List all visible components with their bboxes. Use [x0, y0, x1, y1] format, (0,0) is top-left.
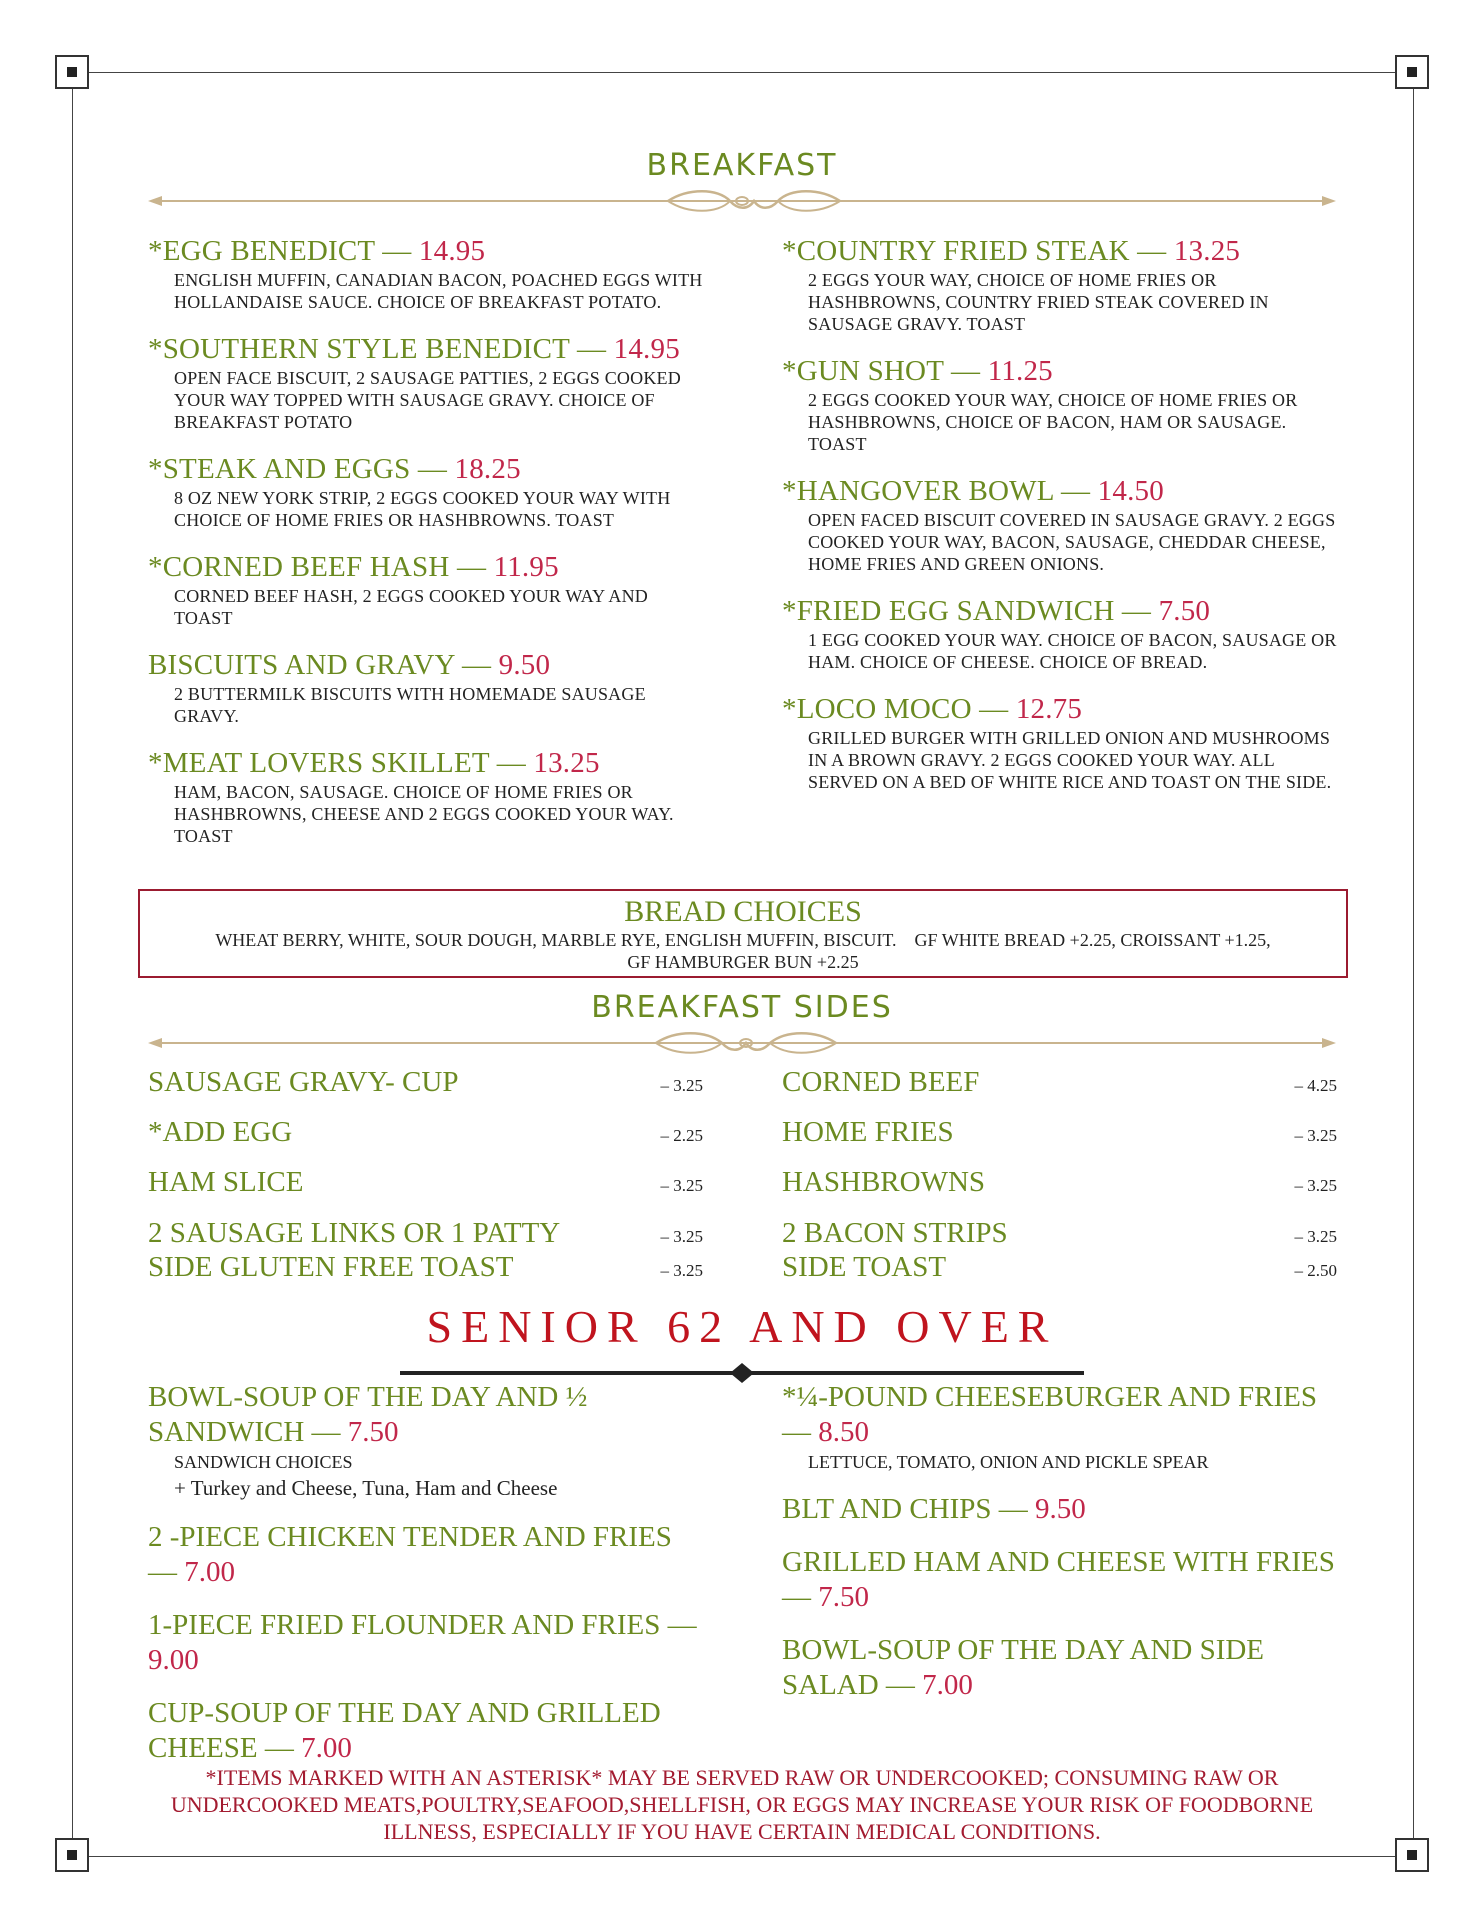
senior-item-title: 1-PIECE FRIED FLOUNDER AND FRIES — 9.00: [148, 1609, 697, 1676]
menu-item-description: 2 EGGS YOUR WAY, CHOICE OF HOME FRIES OR HASHBROWNS, COUNTRY FRIED STEAK COVERED IN SAUSAGE GRAVY. TOAST: [808, 270, 1269, 334]
menu-item-price: 11.95: [493, 551, 559, 583]
menu-item-description: ENGLISH MUFFIN, CANADIAN BACON, POACHED EGGS WITH HOLLANDAISE SAUCE. CHOICE OF BREAKFAST POTATO.: [174, 270, 703, 312]
menu-item-name: *EGG BENEDICT: [148, 235, 375, 267]
side-item-name: HAM SLICE: [148, 1166, 304, 1198]
senior-item-price: 9.00: [148, 1644, 199, 1676]
senior-item: [148, 1380, 708, 1502]
senior-item-price: 7.00: [922, 1669, 973, 1701]
ornament-divider: [148, 188, 1336, 218]
side-item-price: – 2.25: [660, 1126, 703, 1145]
side-item-name: SIDE TOAST: [782, 1251, 947, 1283]
senior-item-name: BLT AND CHIPS: [782, 1493, 992, 1525]
side-item-name: *ADD EGG: [148, 1116, 293, 1148]
side-item-price: – 3.25: [1294, 1176, 1337, 1195]
menu-item-description: 2 EGGS COOKED YOUR WAY, CHOICE OF HOME FRIES OR HASHBROWNS, CHOICE OF BACON, HAM OR SAUSAGE. TOAST: [808, 390, 1298, 454]
menu-item-name: *HANGOVER BOWL: [782, 475, 1054, 507]
bread-choices-box: [138, 889, 1348, 978]
senior-item: [148, 1520, 708, 1590]
menu-item-description: HAM, BACON, SAUSAGE. CHOICE OF HOME FRIES OR HASHBROWNS, CHEESE AND 2 EGGS COOKED YOUR WAY. TOAST: [174, 782, 674, 846]
menu-item-description: OPEN FACED BISCUIT COVERED IN SAUSAGE GRAVY. 2 EGGS COOKED YOUR WAY, BACON, SAUSAGE, CHEDDAR CHEESE, HOME FRIES AND GREEN ONIONS.: [808, 510, 1336, 574]
side-item: [782, 1251, 1337, 1291]
senior-item-name: 1-PIECE FRIED FLOUNDER AND FRIES: [148, 1609, 661, 1641]
menu-item: [782, 595, 1342, 673]
menu-item-name: *GUN SHOT: [782, 355, 944, 387]
senior-item-name: *¼-POUND CHEESEBURGER AND FRIES: [782, 1381, 1317, 1413]
side-item-name: SAUSAGE GRAVY- CUP: [148, 1066, 459, 1098]
corner-ornament: [1395, 1838, 1429, 1872]
side-item-price: – 3.25: [660, 1261, 703, 1280]
menu-item: [782, 475, 1342, 575]
senior-item-title: 2 -PIECE CHICKEN TENDER AND FRIES — 7.00: [148, 1521, 672, 1588]
senior-item-title: GRILLED HAM AND CHEESE WITH FRIES — 7.50: [782, 1546, 1335, 1613]
senior-item-title: *¼-POUND CHEESEBURGER AND FRIES — 8.50: [782, 1381, 1317, 1448]
senior-left-column: [148, 1380, 708, 1784]
senior-item-price: 7.50: [818, 1581, 869, 1613]
senior-item-name: BOWL-SOUP OF THE DAY AND ½ SANDWICH: [148, 1381, 588, 1448]
menu-item-price: 13.25: [533, 747, 600, 779]
corner-ornament: [1395, 55, 1429, 89]
menu-item-title: *GUN SHOT — 11.25: [782, 355, 1053, 387]
menu-item-price: 7.50: [1158, 595, 1211, 627]
raw-food-disclaimer: *ITEMS MARKED WITH AN ASTERISK* MAY BE SERVED RAW OR UNDERCOOKED; CONSUMING RAW OR UNDERCOOKED MEATS,POULTRY,SEAFOOD,SHELLFISH, OR EGGS MAY INCREASE YOUR RISK OF FOODBORNE ILLNESS, ESPECIALLY IF YOU HAVE CERTAIN MEDICAL CONDITIONS.: [170, 1765, 1314, 1844]
menu-item-title: *CORNED BEEF HASH — 11.95: [148, 551, 559, 583]
senior-item-title: BOWL-SOUP OF THE DAY AND ½ SANDWICH — 7.50: [148, 1381, 588, 1448]
menu-item-title: *LOCO MOCO — 12.75: [782, 693, 1083, 725]
menu-item-name: *STEAK AND EGGS: [148, 453, 411, 485]
side-item: [148, 1166, 703, 1206]
senior-item-title: BLT AND CHIPS — 9.50: [782, 1493, 1086, 1525]
menu-item-price: 11.25: [987, 355, 1053, 387]
side-item: [148, 1251, 703, 1291]
senior-item-choices: + Turkey and Cheese, Tuna, Ham and Cheese: [174, 1476, 558, 1500]
senior-item-name: BOWL-SOUP OF THE DAY AND SIDE SALAD: [782, 1634, 1265, 1701]
side-item: [148, 1116, 703, 1156]
menu-item-name: *MEAT LOVERS SKILLET: [148, 747, 490, 779]
corner-ornament: [55, 55, 89, 89]
menu-item-title: *HANGOVER BOWL — 14.50: [782, 475, 1164, 507]
side-item-name: CORNED BEEF: [782, 1066, 980, 1098]
side-item-price: – 3.25: [1294, 1227, 1337, 1246]
side-item-price: – 3.25: [660, 1176, 703, 1195]
side-item-price: – 3.25: [660, 1227, 703, 1246]
menu-item-price: 14.50: [1097, 475, 1164, 507]
menu-item: [148, 649, 708, 727]
ornament-divider: [148, 1030, 1336, 1060]
menu-item-title: *SOUTHERN STYLE BENEDICT — 14.95: [148, 333, 680, 365]
senior-item-description: LETTUCE, TOMATO, ONION AND PICKLE SPEAR: [808, 1452, 1209, 1472]
senior-item: [782, 1545, 1342, 1615]
side-item-name: HOME FRIES: [782, 1116, 954, 1148]
menu-item: [148, 235, 708, 313]
menu-item: [782, 235, 1342, 335]
side-item: [148, 1066, 703, 1106]
menu-item-price: 18.25: [454, 453, 521, 485]
side-item-price: – 3.25: [660, 1076, 703, 1095]
menu-item: [148, 453, 708, 531]
menu-item-price: 14.95: [613, 333, 680, 365]
senior-item-name: CUP-SOUP OF THE DAY AND GRILLED CHEESE: [148, 1697, 661, 1764]
sides-title: BREAKFAST SIDES: [591, 990, 893, 1025]
menu-item-name: *FRIED EGG SANDWICH: [782, 595, 1115, 627]
menu-item-title: *MEAT LOVERS SKILLET — 13.25: [148, 747, 600, 779]
corner-ornament: [55, 1838, 89, 1872]
menu-item-name: *LOCO MOCO: [782, 693, 972, 725]
senior-item-price: 8.50: [818, 1416, 869, 1448]
menu-item-description: 1 EGG COOKED YOUR WAY. CHOICE OF BACON, SAUSAGE OR HAM. CHOICE OF CHEESE. CHOICE OF BREAD.: [808, 630, 1337, 672]
side-item-price: – 2.50: [1294, 1261, 1337, 1280]
menu-item-price: 12.75: [1015, 693, 1083, 725]
menu-item-price: 9.50: [498, 649, 551, 681]
senior-item: [782, 1633, 1342, 1703]
menu-item-name: *CORNED BEEF HASH: [148, 551, 450, 583]
menu-item-name: *COUNTRY FRIED STEAK: [782, 235, 1130, 267]
menu-item-title: *EGG BENEDICT — 14.95: [148, 235, 486, 267]
senior-item-title: BOWL-SOUP OF THE DAY AND SIDE SALAD — 7.00: [782, 1634, 1265, 1701]
side-item-name: 2 SAUSAGE LINKS OR 1 PATTY: [148, 1217, 561, 1249]
side-item-price: – 3.25: [1294, 1126, 1337, 1145]
menu-item: [148, 333, 708, 433]
senior-item-price: 7.00: [184, 1556, 235, 1588]
menu-item-name: *SOUTHERN STYLE BENEDICT: [148, 333, 570, 365]
bread-choices-title: BREAD CHOICES: [624, 895, 862, 928]
menu-item-description: 8 OZ NEW YORK STRIP, 2 EGGS COOKED YOUR WAY WITH CHOICE OF HOME FRIES OR HASHBROWNS. TOAST: [174, 488, 671, 530]
senior-title: SENIOR 62 AND OVER: [426, 1301, 1058, 1352]
menu-item-description: 2 BUTTERMILK BISCUITS WITH HOMEMADE SAUSAGE GRAVY.: [174, 684, 646, 726]
breakfast-left-column: [148, 235, 708, 867]
senior-item-description: SANDWICH CHOICES: [174, 1452, 353, 1472]
side-item-name: SIDE GLUTEN FREE TOAST: [148, 1251, 514, 1283]
senior-item-price: 7.50: [347, 1416, 399, 1448]
menu-item-price: 14.95: [418, 235, 486, 267]
senior-item-price: 7.00: [301, 1732, 352, 1764]
breakfast-title: BREAKFAST: [646, 148, 838, 183]
menu-item-title: *COUNTRY FRIED STEAK — 13.25: [782, 235, 1241, 267]
senior-item: [148, 1608, 708, 1678]
menu-item-name: BISCUITS AND GRAVY: [148, 649, 455, 681]
menu-item-title: BISCUITS AND GRAVY — 9.50: [148, 649, 551, 681]
side-item-name: HASHBROWNS: [782, 1166, 986, 1198]
menu-item-description: GRILLED BURGER WITH GRILLED ONION AND MUSHROOMS IN A BROWN GRAVY. 2 EGGS COOKED YOUR WAY. ALL SERVED ON A BED OF WHITE RICE AND TOAST ON THE SIDE.: [808, 728, 1332, 792]
menu-item: [782, 355, 1342, 455]
menu-item-title: *STEAK AND EGGS — 18.25: [148, 453, 521, 485]
menu-item-title: *FRIED EGG SANDWICH — 7.50: [782, 595, 1211, 627]
menu-item-description: OPEN FACE BISCUIT, 2 SAUSAGE PATTIES, 2 EGGS COOKED YOUR WAY TOPPED WITH SAUSAGE GRAVY. CHOICE OF BREAKFAST POTATO: [174, 368, 681, 432]
senior-item: [782, 1380, 1342, 1474]
senior-item: [782, 1492, 1342, 1527]
menu-item: [148, 551, 708, 629]
senior-item-title: CUP-SOUP OF THE DAY AND GRILLED CHEESE — 7.00: [148, 1697, 661, 1764]
senior-item-name: GRILLED HAM AND CHEESE WITH FRIES: [782, 1546, 1335, 1578]
side-item: [782, 1166, 1337, 1206]
menu-item: [782, 693, 1342, 793]
senior-item: [148, 1696, 708, 1766]
bread-choices-line: WHEAT BERRY, WHITE, SOUR DOUGH, MARBLE RYE, ENGLISH MUFFIN, BISCUIT. GF WHITE BREAD +2.25, CROISSANT +1.25,: [215, 930, 1271, 950]
menu-item-description: CORNED BEEF HASH, 2 EGGS COOKED YOUR WAY AND TOAST: [174, 586, 649, 628]
side-item: [782, 1066, 1337, 1106]
menu-item-price: 13.25: [1173, 235, 1241, 267]
menu-item: [148, 747, 708, 847]
senior-item-name: 2 -PIECE CHICKEN TENDER AND FRIES: [148, 1521, 672, 1553]
bread-choices-line: GF HAMBURGER BUN +2.25: [627, 952, 859, 972]
senior-item-price: 9.50: [1035, 1493, 1086, 1525]
senior-right-column: [782, 1380, 1342, 1721]
side-item: [782, 1116, 1337, 1156]
side-item-price: – 4.25: [1294, 1076, 1337, 1095]
breakfast-right-column: [782, 235, 1342, 813]
side-item-name: 2 BACON STRIPS: [782, 1217, 1008, 1249]
